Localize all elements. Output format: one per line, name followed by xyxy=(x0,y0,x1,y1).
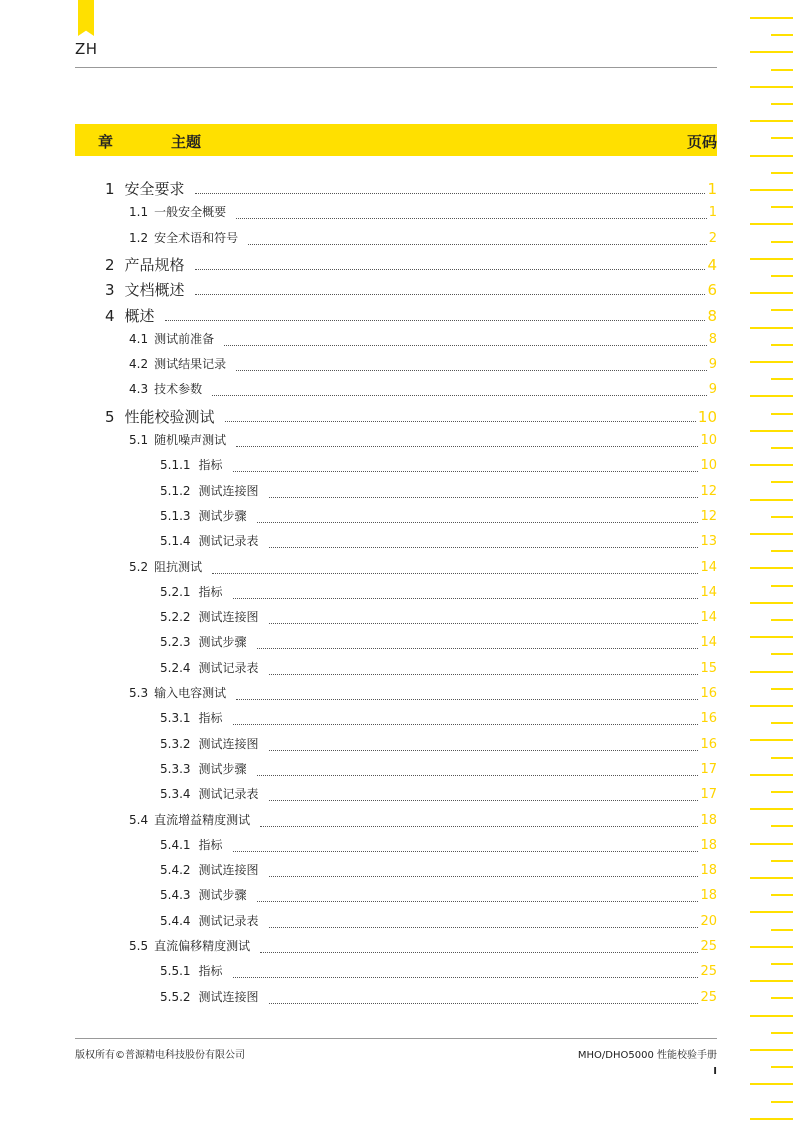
toc-entry-page: 18 xyxy=(700,812,717,828)
edge-tick xyxy=(771,378,793,380)
toc-entry-title: 测试记录表 xyxy=(198,660,259,675)
toc-dot-leader xyxy=(233,471,699,472)
toc-entry[interactable] xyxy=(129,380,717,400)
toc-entry-number: 5.4.4 xyxy=(160,913,191,928)
toc-entry-number: 5.5.2 xyxy=(160,989,191,1004)
toc-dot-leader xyxy=(260,952,698,953)
toc-dot-leader xyxy=(195,193,706,194)
header-chapter: 章 xyxy=(98,133,114,151)
toc-dot-leader xyxy=(257,775,699,776)
toc-entry-title: 测试前准备 xyxy=(154,331,215,346)
toc-entry[interactable] xyxy=(160,456,717,476)
footer-manual-title: MHO/DHO5000 性能校验手册 xyxy=(577,1050,717,1061)
toc-entry-page: 16 xyxy=(700,736,717,752)
toc-entry-title: 输入电容测试 xyxy=(154,686,227,700)
toc-entry-title: 测试步骤 xyxy=(198,635,247,650)
toc-entry-page: 12 xyxy=(700,483,717,499)
toc-entry[interactable] xyxy=(160,659,717,679)
edge-tick xyxy=(771,894,793,896)
edge-tick xyxy=(750,946,793,948)
edge-tick xyxy=(771,722,793,724)
toc-entry-number: 5.4.3 xyxy=(160,888,191,903)
toc-entry-page: 17 xyxy=(700,787,717,803)
toc-dot-leader xyxy=(212,573,698,574)
edge-tick xyxy=(750,155,793,157)
toc-dot-leader xyxy=(233,851,699,852)
edge-tick xyxy=(771,1101,793,1103)
toc-entry[interactable] xyxy=(160,735,717,755)
toc-dot-leader xyxy=(236,699,698,700)
toc-entry-page: 14 xyxy=(700,610,717,626)
toc-entry-title: 测试连接图 xyxy=(198,989,259,1004)
toc-entry-page: 16 xyxy=(700,686,717,701)
toc-entry-page: 1 xyxy=(707,180,717,198)
edge-tick xyxy=(750,51,793,53)
toc-entry-page: 10 xyxy=(697,407,717,426)
toc-entry-page: 8 xyxy=(707,306,717,325)
edge-tick xyxy=(771,172,793,174)
toc-dot-leader xyxy=(236,370,707,371)
edge-tick xyxy=(750,911,793,913)
toc-entry[interactable] xyxy=(129,330,717,350)
toc-dot-leader xyxy=(212,395,707,396)
toc-entry-page: 18 xyxy=(700,837,717,853)
toc-entry-number: 5.2 xyxy=(129,559,149,574)
toc-entry-title: 测试记录表 xyxy=(198,787,259,802)
edge-tick xyxy=(771,550,793,552)
toc-entry-title: 测试步骤 xyxy=(198,761,247,776)
toc-dot-leader xyxy=(224,345,707,346)
toc-entry-number: 5.5.1 xyxy=(160,964,191,979)
edge-tick xyxy=(771,688,793,690)
toc-entry[interactable] xyxy=(105,254,717,274)
toc-entry-title: 测试结果记录 xyxy=(154,357,227,372)
header-page: 页码 xyxy=(686,133,717,151)
edge-tick xyxy=(771,447,793,449)
toc-entry-page: 20 xyxy=(700,913,717,929)
toc-dot-leader xyxy=(257,522,699,523)
toc-entry-number: 4.3 xyxy=(129,382,149,397)
toc-dot-leader xyxy=(269,497,699,498)
toc-entry-page: 10 xyxy=(700,458,717,474)
toc-entry-page: 18 xyxy=(700,863,717,879)
edge-tick xyxy=(750,17,793,19)
toc-entry[interactable] xyxy=(129,811,717,831)
edge-tick xyxy=(771,963,793,965)
toc-entry-page: 14 xyxy=(700,584,717,600)
toc-entry-title: 直流增益精度测试 xyxy=(154,812,251,827)
toc-entry[interactable] xyxy=(160,760,717,780)
toc-entry-title: 一般安全概要 xyxy=(154,205,227,220)
edge-tick xyxy=(750,877,793,879)
toc-entry-title: 技术参数 xyxy=(154,382,203,397)
edge-tick xyxy=(771,137,793,139)
toc-dot-leader xyxy=(236,446,698,447)
edge-tick xyxy=(750,774,793,776)
edge-tick xyxy=(771,206,793,208)
edge-tick xyxy=(771,69,793,71)
toc-dot-leader xyxy=(269,927,699,928)
toc-entry-number: 5.1 xyxy=(129,433,149,447)
edge-tick xyxy=(750,361,793,363)
toc-entry-number: 4 xyxy=(105,306,115,325)
toc-entry-page: 25 xyxy=(700,964,717,980)
edge-tick xyxy=(771,825,793,827)
edge-tick xyxy=(750,739,793,741)
edge-tick xyxy=(750,1049,793,1051)
toc-entry-number: 5.2.2 xyxy=(160,610,191,625)
toc-entry-page: 9 xyxy=(708,357,717,373)
toc-entry[interactable] xyxy=(160,608,717,628)
edge-tick xyxy=(771,860,793,862)
toc-entry-number: 5.1.1 xyxy=(160,458,191,473)
toc-entry-title: 安全术语和符号 xyxy=(154,230,239,245)
toc-entry-title: 指标 xyxy=(198,584,223,599)
toc-entry[interactable] xyxy=(160,633,717,653)
toc-entry[interactable] xyxy=(160,886,717,906)
toc-dot-leader xyxy=(225,421,696,422)
toc-entry-title: 指标 xyxy=(198,458,223,473)
edge-tick xyxy=(771,585,793,587)
toc-entry-title: 指标 xyxy=(198,711,223,726)
toc-entry-title: 测试连接图 xyxy=(198,863,259,878)
toc-entry-title: 安全要求 xyxy=(124,180,185,198)
toc-dot-leader xyxy=(260,826,698,827)
toc-entry-title: 指标 xyxy=(198,837,223,852)
toc-entry-page: 12 xyxy=(700,508,717,524)
toc-dot-leader xyxy=(233,598,699,599)
edge-tick xyxy=(750,980,793,982)
toc-entry-page: 17 xyxy=(700,761,717,777)
edge-tick xyxy=(750,671,793,673)
toc-entry-title: 指标 xyxy=(198,964,223,979)
toc-entry-number: 5 xyxy=(105,407,115,426)
edge-tick xyxy=(771,413,793,415)
toc-dot-leader xyxy=(233,724,699,725)
toc-dot-leader xyxy=(269,674,699,675)
edge-tick xyxy=(750,567,793,569)
edge-tick xyxy=(771,344,793,346)
toc-entry-title: 文档概述 xyxy=(124,281,185,300)
edge-tick xyxy=(750,1015,793,1017)
edge-tick xyxy=(771,309,793,311)
toc-dot-leader xyxy=(257,901,699,902)
edge-tick xyxy=(750,120,793,122)
toc-entry[interactable] xyxy=(129,431,717,451)
toc-entry-title: 性能校验测试 xyxy=(124,407,215,426)
toc-entry-title: 产品规格 xyxy=(124,255,185,274)
toc-dot-leader xyxy=(257,648,699,649)
edge-tick xyxy=(771,929,793,931)
toc-entry-page: 16 xyxy=(700,711,717,727)
edge-tick xyxy=(750,292,793,294)
edge-tick xyxy=(750,705,793,707)
toc-entry-title: 测试步骤 xyxy=(198,888,247,903)
edge-tick-marks xyxy=(750,0,793,1122)
toc-entry-number: 4.1 xyxy=(129,331,149,346)
toc-entry[interactable] xyxy=(160,912,717,932)
toc-entry-number: 5.1.4 xyxy=(160,534,191,549)
edge-tick xyxy=(771,1032,793,1034)
toc-entry-page: 25 xyxy=(700,989,717,1005)
toc-entry[interactable] xyxy=(160,962,717,982)
toc-entry-number: 5.2.3 xyxy=(160,635,191,650)
toc-entry[interactable] xyxy=(105,178,717,198)
toc-entry-number: 5.3.2 xyxy=(160,736,191,751)
toc-entry-page: 10 xyxy=(700,433,717,448)
toc-entry-number: 5.1.2 xyxy=(160,483,191,498)
toc-entry-page: 4 xyxy=(707,255,717,274)
toc-entry-page: 9 xyxy=(708,382,717,398)
toc-dot-leader xyxy=(269,623,699,624)
toc-entry[interactable] xyxy=(160,785,717,805)
edge-tick xyxy=(750,189,793,191)
toc-entry-page: 6 xyxy=(707,281,717,300)
edge-tick xyxy=(771,103,793,105)
edge-tick xyxy=(750,602,793,604)
edge-tick xyxy=(771,1066,793,1068)
edge-tick xyxy=(750,533,793,535)
edge-tick xyxy=(750,258,793,260)
toc-entry-page: 13 xyxy=(700,534,717,550)
edge-tick xyxy=(750,395,793,397)
toc-entry-title: 测试记录表 xyxy=(198,534,259,549)
edge-tick xyxy=(771,757,793,759)
toc-dot-leader xyxy=(269,547,699,548)
edge-tick xyxy=(771,516,793,518)
edge-tick xyxy=(750,223,793,225)
toc-entry-number: 2 xyxy=(105,255,115,274)
toc-entry-number: 5.3.1 xyxy=(160,711,191,726)
toc-entry-page: 15 xyxy=(700,660,717,676)
toc-entry-page: 2 xyxy=(708,230,717,246)
toc-entry-title: 测试连接图 xyxy=(198,610,259,625)
toc-entry[interactable] xyxy=(160,861,717,881)
toc-entry-number: 5.1.3 xyxy=(160,508,191,523)
toc-entry[interactable] xyxy=(105,406,717,426)
toc-entry-page: 1 xyxy=(708,205,717,221)
bottom-divider xyxy=(75,1038,717,1039)
toc-entry-page: 8 xyxy=(708,331,717,347)
toc-entry-number: 3 xyxy=(105,281,115,300)
toc-entry-number: 1.2 xyxy=(129,230,149,245)
toc-entry-page: 25 xyxy=(700,939,717,954)
toc-entry[interactable] xyxy=(160,583,717,603)
toc-dot-leader xyxy=(195,269,706,270)
edge-tick xyxy=(750,430,793,432)
toc-dot-leader xyxy=(236,218,707,219)
edge-tick xyxy=(771,481,793,483)
toc-entry[interactable] xyxy=(105,279,717,299)
toc-entry[interactable] xyxy=(105,305,717,325)
toc-entry[interactable] xyxy=(129,684,717,704)
edge-tick xyxy=(771,653,793,655)
toc-dot-leader xyxy=(233,977,699,978)
edge-tick xyxy=(771,997,793,999)
toc-entry[interactable] xyxy=(129,937,717,957)
edge-tick xyxy=(750,464,793,466)
edge-tick xyxy=(750,843,793,845)
toc-entry-number: 4.2 xyxy=(129,357,149,372)
toc-entry-number: 5.2.1 xyxy=(160,584,191,599)
toc-entry-number: 5.5 xyxy=(129,939,149,953)
toc-dot-leader xyxy=(248,244,707,245)
toc-entry[interactable] xyxy=(160,532,717,552)
toc-entry-number: 5.4.2 xyxy=(160,863,191,878)
toc-entry[interactable] xyxy=(160,988,717,1008)
toc-entry-title: 测试步骤 xyxy=(198,508,247,523)
toc-dot-leader xyxy=(165,320,706,321)
toc-entry[interactable] xyxy=(129,229,717,249)
toc-entry[interactable] xyxy=(160,482,717,502)
edge-tick xyxy=(750,499,793,501)
edge-tick xyxy=(771,34,793,36)
toc-entry[interactable] xyxy=(129,355,717,375)
edge-tick xyxy=(771,241,793,243)
toc-entry-number: 5.4 xyxy=(129,812,149,827)
toc-dot-leader xyxy=(269,1003,699,1004)
toc-entry-title: 测试连接图 xyxy=(198,736,259,751)
edge-tick xyxy=(771,619,793,621)
footer-copyright: 版权所有©普源精电科技股份有限公司 xyxy=(75,1050,245,1061)
toc-entry-title: 直流偏移精度测试 xyxy=(154,939,251,953)
toc-entry[interactable] xyxy=(160,709,717,729)
toc-entry-number: 1.1 xyxy=(129,205,149,220)
header-topic: 主题 xyxy=(171,133,202,151)
language-label: ZH xyxy=(75,40,98,58)
edge-tick xyxy=(750,86,793,88)
footer-page-number: I xyxy=(713,1066,717,1077)
toc-dot-leader xyxy=(269,750,699,751)
toc-entry-page: 18 xyxy=(700,888,717,904)
edge-tick xyxy=(771,275,793,277)
toc-entry-number: 1 xyxy=(105,180,115,198)
toc-entry-number: 5.2.4 xyxy=(160,660,191,675)
toc-entry-page: 14 xyxy=(700,635,717,651)
edge-tick xyxy=(750,1083,793,1085)
toc-entry-title: 概述 xyxy=(124,306,155,325)
toc-entry-title: 测试记录表 xyxy=(198,913,259,928)
toc-entry-title: 随机噪声测试 xyxy=(154,433,227,447)
toc-entry[interactable] xyxy=(129,558,717,578)
toc-entry-number: 5.3.4 xyxy=(160,787,191,802)
toc-entry-number: 5.3 xyxy=(129,686,149,700)
toc-entry-number: 5.3.3 xyxy=(160,761,191,776)
toc-entry[interactable] xyxy=(129,203,717,223)
edge-tick xyxy=(750,808,793,810)
toc-entry-number: 5.4.1 xyxy=(160,837,191,852)
edge-tick xyxy=(771,791,793,793)
toc-dot-leader xyxy=(269,876,699,877)
toc-dot-leader xyxy=(269,800,699,801)
toc-entry[interactable] xyxy=(160,507,717,527)
edge-tick xyxy=(750,636,793,638)
toc-entry-title: 阻抗测试 xyxy=(154,559,203,574)
edge-tick xyxy=(750,1118,793,1120)
toc-entry-title: 测试连接图 xyxy=(198,483,259,498)
edge-tick xyxy=(750,327,793,329)
toc-entry[interactable] xyxy=(160,836,717,856)
toc-dot-leader xyxy=(195,294,706,295)
toc-entry-page: 14 xyxy=(700,559,717,575)
